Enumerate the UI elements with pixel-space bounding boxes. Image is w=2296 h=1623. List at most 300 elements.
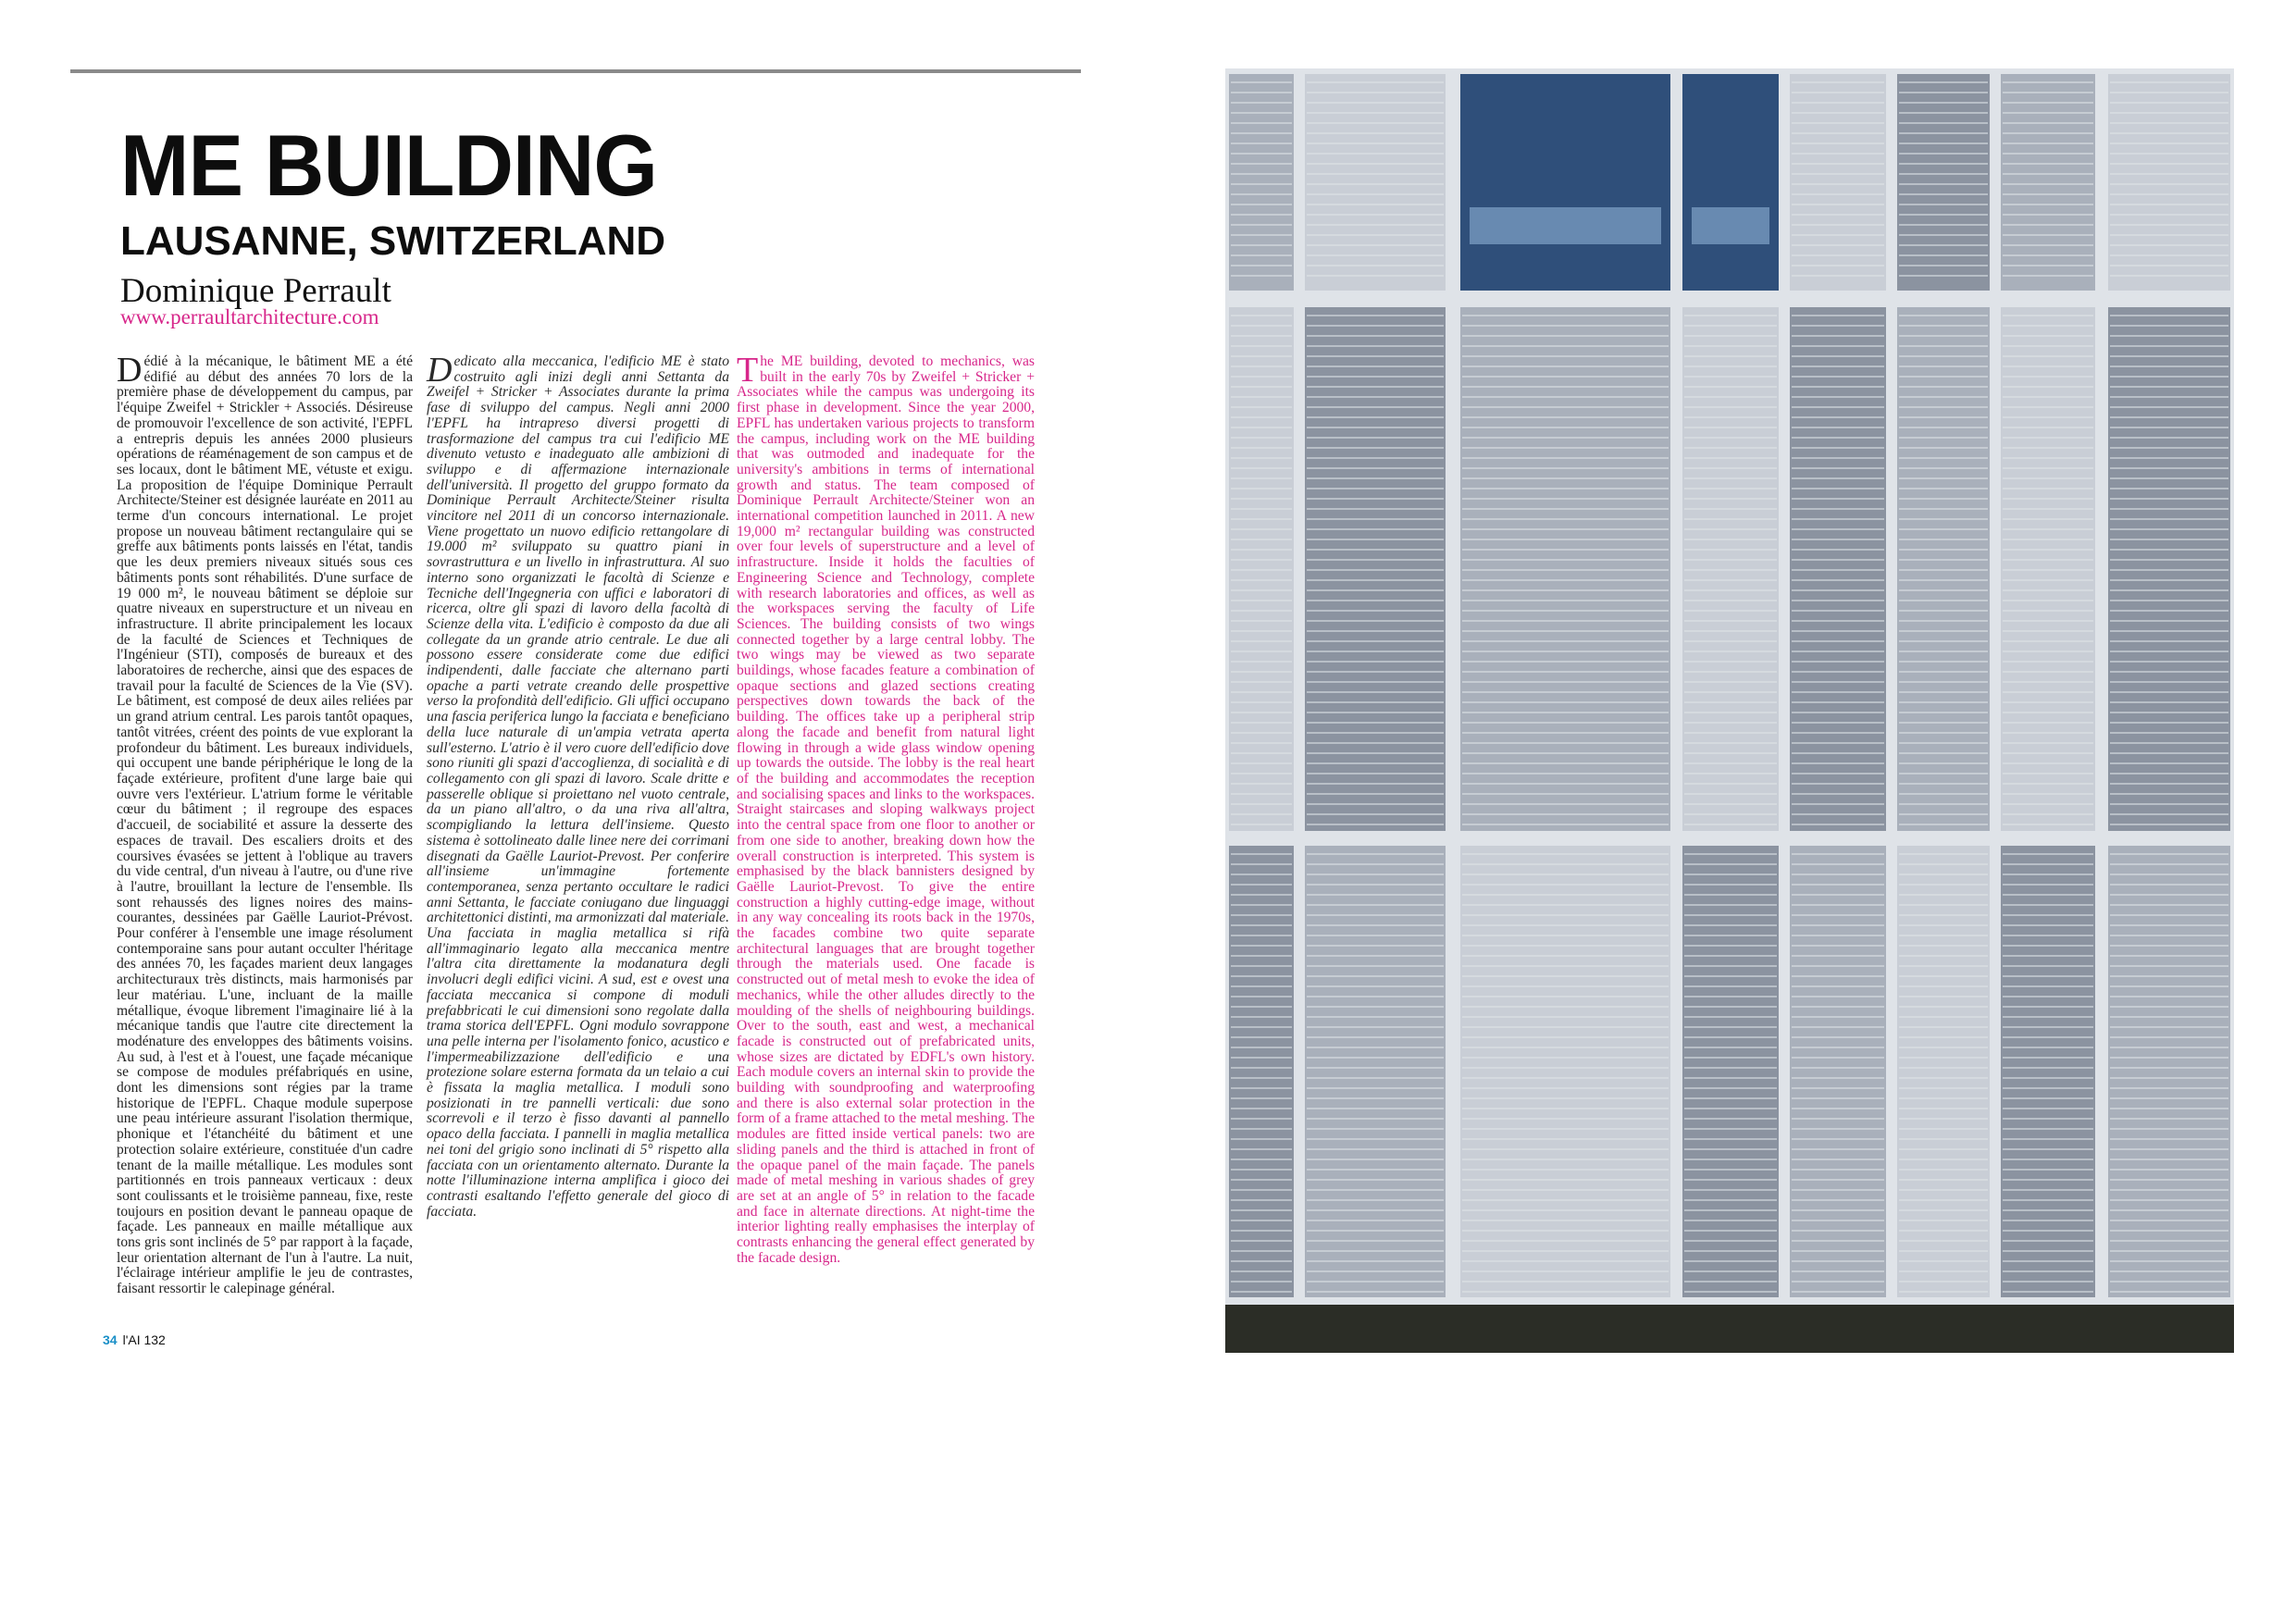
louvre-line	[2110, 406, 2228, 408]
louvre-line	[1899, 559, 1988, 561]
top-rule	[70, 69, 1081, 73]
louvre-line	[2003, 1220, 2093, 1221]
louvre-line	[2110, 467, 2228, 469]
louvre-line	[2110, 173, 2228, 175]
louvre-line	[2110, 1087, 2228, 1089]
louvre-line	[2110, 254, 2228, 256]
louvre-line	[2110, 528, 2228, 530]
louvre-line	[1307, 1291, 1444, 1293]
louvre-line	[1684, 386, 1777, 388]
louvre-line	[1307, 1270, 1444, 1272]
louvre-line	[1462, 620, 1669, 622]
louvre-line	[2110, 81, 2228, 83]
louvre-line	[1684, 1077, 1777, 1079]
louvre-line	[1684, 569, 1777, 571]
article-subtitle: LAUSANNE, SWITZERLAND	[120, 218, 666, 264]
louvre-line	[1307, 173, 1444, 175]
louvre-line	[1899, 1199, 1988, 1201]
louvre-line	[1307, 996, 1444, 997]
louvre-line	[2110, 722, 2228, 724]
louvre-line	[1899, 701, 1988, 703]
louvre-line	[1307, 1281, 1444, 1282]
louvre-line	[2003, 345, 2093, 347]
louvre-line	[2110, 376, 2228, 378]
louvre-line	[1231, 1281, 1292, 1282]
louvre-line	[1307, 752, 1444, 754]
louvre-line	[1684, 661, 1777, 663]
louvre-line	[1684, 783, 1777, 785]
louvre-line	[1231, 92, 1292, 93]
louvre-line	[1899, 924, 1988, 926]
louvre-line	[1462, 610, 1669, 612]
louvre-line	[1307, 254, 1444, 256]
louvre-line	[2110, 965, 2228, 967]
mesh-panel	[1305, 74, 1446, 291]
louvre-line	[1307, 1230, 1444, 1232]
louvre-line	[1792, 894, 1884, 896]
louvre-line	[1231, 630, 1292, 632]
louvre-line	[1684, 894, 1777, 896]
louvre-line	[1792, 234, 1884, 236]
louvre-line	[1899, 193, 1988, 195]
louvre-line	[2110, 1006, 2228, 1008]
louvre-line	[1899, 955, 1988, 957]
louvre-line	[1231, 610, 1292, 612]
louvre-line	[1307, 335, 1444, 337]
louvre-line	[1792, 406, 1884, 408]
louvre-line	[2110, 345, 2228, 347]
louvre-line	[1899, 457, 1988, 459]
louvre-line	[1231, 691, 1292, 693]
louvre-line	[1231, 275, 1292, 277]
louvre-line	[1462, 1006, 1669, 1008]
louvre-line	[2110, 640, 2228, 642]
english-text-column: The ME building, devoted to mechanics, was built in the early 70s by Zweifel + Stricker + Associates while the campus was undergoing its first phase in development. Since the year 2000, EPFL has undertaken various projects to transform the campus, including work on the ME building that was outmoded and inadequate for the university's ambitions in terms of international growth and status. The team composed of Dominique Perrault Architecte/Steiner won an international competition launched in 2011. A new 19,000 m² rectangular building was constructed over four levels of superstructure and a level of infrastructure. Inside it holds the faculties of Engineering Science and Technology, complete with research laboratories and offices, as well as the workspaces serving the faculty of Life Sciences. The building consists of two wings connected together by a large central lobby. The two wings may be viewed as two separate buildings, whose facades feature a combination of opaque sections and glazed sections creating perspectives down towards the back of the building. The offices take up a peripheral strip along the facade and benefit from natural light flowing in through a wide glass window opening up towards the outside. The lobby is the real heart of the building and accommodates the reception and socialising spaces and links to the workspaces. Straight staircases and sloping walkways project into the central space from one floor to another or from one side to another, breaking down how the overall construction is interpreted. This system is emphasised by the black bannisters designed by Gaëlle Lauriot-Prevost. To give the entire construction a highly cutting-edge image, without in any way concealing its roots back in the 1970s, the facades combine two quite separate architectural languages that are brought together through the materials used. One facade is constructed out of metal mesh to evoke the idea of mechanics, while the other alludes directly to the moulding of the shells of neighbouring buildings. Over to the south, east and west, a mechanical facade is constructed out of prefabricated units, whose sizes are dictated by EDFL's own history. Each module covers an internal skin to provide the building with soundproofing and waterproofing and there is also external solar protection in the form of a frame attached to the metal meshing. The modules are fitted inside vertical panels: two are sliding panels and the third is attached in front of the opaque panel of the main façade. The panels made of metal meshing in various shades of grey are set at an angle of 5° in relation to the facade and face in alternate directions. At night-time the interior lighting really emphasises the interplay of contrasts enhancing the general effect generated by the facade design.	[737, 351, 1035, 1266]
louvre-line	[1231, 1291, 1292, 1293]
louvre-line	[1792, 762, 1884, 764]
louvre-line	[1231, 701, 1292, 703]
louvre-line	[1462, 508, 1669, 510]
louvre-line	[1307, 671, 1444, 673]
louvre-line	[1899, 254, 1988, 256]
louvre-line	[1307, 793, 1444, 795]
louvre-line	[1231, 579, 1292, 581]
louvre-line	[1899, 1006, 1988, 1008]
louvre-line	[2003, 620, 2093, 622]
louvre-line	[1792, 579, 1884, 581]
louvre-line	[1899, 803, 1988, 805]
louvre-line	[2003, 681, 2093, 683]
louvre-line	[1307, 661, 1444, 663]
louvre-line	[1792, 955, 1884, 957]
louvre-line	[1792, 1179, 1884, 1181]
louvre-line	[1307, 732, 1444, 734]
louvre-line	[1899, 863, 1988, 865]
ground-strip	[1225, 1305, 2234, 1353]
louvre-line	[1684, 508, 1777, 510]
louvre-line	[2110, 793, 2228, 795]
louvre-line	[1231, 508, 1292, 510]
louvre-line	[1792, 447, 1884, 449]
louvre-line	[1231, 712, 1292, 713]
louvre-line	[2110, 600, 2228, 601]
louvre-line	[1899, 1118, 1988, 1120]
louvre-line	[1462, 345, 1669, 347]
louvre-line	[1792, 1016, 1884, 1018]
louvre-line	[1231, 945, 1292, 947]
louvre-line	[1462, 416, 1669, 418]
louvre-line	[2110, 803, 2228, 805]
louvre-line	[1792, 1291, 1884, 1293]
louvre-line	[2003, 762, 2093, 764]
louvre-line	[1231, 437, 1292, 439]
louvre-line	[1792, 904, 1884, 906]
louvre-line	[1462, 975, 1669, 977]
architect-name: Dominique Perrault	[120, 272, 391, 310]
louvre-line	[1899, 1158, 1988, 1160]
louvre-line	[1231, 1189, 1292, 1191]
louvre-line	[1899, 437, 1988, 439]
louvre-line	[1307, 1036, 1444, 1038]
louvre-line	[1462, 955, 1669, 957]
louvre-line	[1792, 437, 1884, 439]
mesh-panel	[1229, 846, 1294, 1297]
louvre-line	[1792, 92, 1884, 93]
louvre-line	[1462, 1270, 1669, 1272]
louvre-line	[1307, 1118, 1444, 1120]
louvre-line	[1462, 691, 1669, 693]
article-title: ME BUILDING	[120, 117, 657, 214]
louvre-line	[2003, 1148, 2093, 1150]
louvre-line	[1899, 427, 1988, 428]
louvre-line	[1899, 813, 1988, 815]
louvre-line	[1307, 163, 1444, 165]
louvre-line	[2110, 894, 2228, 896]
louvre-line	[2003, 224, 2093, 226]
louvre-line	[2003, 803, 2093, 805]
louvre-line	[1231, 163, 1292, 165]
louvre-line	[1899, 1047, 1988, 1048]
louvre-line	[1899, 1270, 1988, 1272]
louvre-line	[1307, 1138, 1444, 1140]
louvre-line	[1307, 153, 1444, 155]
louvre-line	[1307, 355, 1444, 357]
louvre-line	[2110, 1158, 2228, 1160]
louvre-line	[1792, 742, 1884, 744]
louvre-line	[1231, 824, 1292, 825]
louvre-line	[2110, 244, 2228, 246]
louvre-line	[1231, 467, 1292, 469]
louvre-line	[2003, 355, 2093, 357]
louvre-line	[1792, 975, 1884, 977]
louvre-line	[1684, 1291, 1777, 1293]
louvre-line	[1684, 1230, 1777, 1232]
louvre-line	[1462, 965, 1669, 967]
louvre-line	[1899, 142, 1988, 144]
louvre-line	[1462, 1067, 1669, 1069]
louvre-line	[1462, 1087, 1669, 1089]
louvre-line	[1462, 681, 1669, 683]
louvre-line	[2003, 773, 2093, 774]
louvre-line	[2110, 122, 2228, 124]
louvre-line	[1231, 681, 1292, 683]
louvre-line	[1899, 1108, 1988, 1109]
louvre-line	[2110, 1281, 2228, 1282]
louvre-line	[1307, 904, 1444, 906]
louvre-line	[1231, 783, 1292, 785]
louvre-line	[1462, 488, 1669, 489]
louvre-line	[2003, 447, 2093, 449]
louvre-line	[1307, 1006, 1444, 1008]
louvre-line	[2003, 254, 2093, 256]
louvre-line	[2110, 752, 2228, 754]
louvre-line	[2110, 569, 2228, 571]
louvre-line	[1462, 335, 1669, 337]
louvre-line	[1899, 1087, 1988, 1089]
louvre-line	[2110, 935, 2228, 936]
louvre-line	[1231, 183, 1292, 185]
louvre-line	[1792, 1230, 1884, 1232]
louvre-line	[1462, 1250, 1669, 1252]
louvre-line	[1307, 214, 1444, 216]
louvre-line	[1684, 539, 1777, 540]
louvre-line	[2110, 589, 2228, 591]
louvre-line	[1792, 498, 1884, 500]
louvre-line	[2003, 722, 2093, 724]
louvre-line	[1899, 1077, 1988, 1079]
louvre-line	[1792, 102, 1884, 104]
louvre-line	[1307, 477, 1444, 479]
louvre-line	[1684, 904, 1777, 906]
louvre-line	[2110, 1016, 2228, 1018]
louvre-line	[1462, 539, 1669, 540]
louvre-line	[1231, 427, 1292, 428]
louvre-line	[2003, 183, 2093, 185]
louvre-line	[2003, 640, 2093, 642]
louvre-line	[1462, 447, 1669, 449]
louvre-line	[1684, 996, 1777, 997]
louvre-line	[1231, 457, 1292, 459]
louvre-line	[2003, 1270, 2093, 1272]
louvre-line	[2110, 183, 2228, 185]
louvre-line	[1899, 447, 1988, 449]
louvre-line	[2003, 914, 2093, 916]
louvre-line	[1899, 853, 1988, 855]
louvre-line	[1231, 1087, 1292, 1089]
louvre-line	[1462, 762, 1669, 764]
louvre-line	[1307, 742, 1444, 744]
louvre-line	[1307, 1067, 1444, 1069]
louvre-line	[1899, 1016, 1988, 1018]
louvre-line	[2003, 924, 2093, 926]
louvre-line	[1231, 1250, 1292, 1252]
louvre-line	[1307, 600, 1444, 601]
louvre-line	[1792, 122, 1884, 124]
louvre-line	[2003, 1087, 2093, 1089]
louvre-line	[2110, 234, 2228, 236]
louvre-line	[2003, 365, 2093, 367]
louvre-line	[1899, 365, 1988, 367]
louvre-line	[1462, 1097, 1669, 1099]
louvre-line	[1899, 1036, 1988, 1038]
louvre-line	[1462, 569, 1669, 571]
louvre-line	[1899, 904, 1988, 906]
louvre-line	[2003, 610, 2093, 612]
louvre-line	[1684, 376, 1777, 378]
louvre-line	[1307, 224, 1444, 226]
louvre-line	[1684, 365, 1777, 367]
louvre-line	[1462, 457, 1669, 459]
mesh-panel	[2001, 846, 2095, 1297]
louvre-line	[2003, 325, 2093, 327]
louvre-line	[1231, 345, 1292, 347]
louvre-line	[1462, 742, 1669, 744]
louvre-line	[1307, 924, 1444, 926]
louvre-line	[1792, 416, 1884, 418]
louvre-line	[1231, 1097, 1292, 1099]
louvre-line	[1899, 549, 1988, 551]
louvre-line	[1792, 985, 1884, 987]
louvre-line	[1462, 894, 1669, 896]
louvre-line	[2003, 1097, 2093, 1099]
louvre-line	[1307, 457, 1444, 459]
louvre-line	[2003, 396, 2093, 398]
louvre-line	[1307, 539, 1444, 540]
louvre-line	[1899, 275, 1988, 277]
louvre-line	[1462, 1169, 1669, 1171]
louvre-line	[1307, 965, 1444, 967]
louvre-line	[1792, 365, 1884, 367]
louvre-line	[1899, 315, 1988, 316]
louvre-line	[1462, 315, 1669, 316]
louvre-line	[1462, 640, 1669, 642]
louvre-line	[2003, 996, 2093, 997]
louvre-line	[1899, 183, 1988, 185]
louvre-line	[1792, 1128, 1884, 1130]
louvre-line	[2110, 873, 2228, 875]
louvre-line	[1899, 975, 1988, 977]
louvre-line	[1684, 1006, 1777, 1008]
louvre-line	[1684, 406, 1777, 408]
louvre-line	[1899, 610, 1988, 612]
louvre-line	[2003, 1240, 2093, 1242]
louvre-line	[2003, 600, 2093, 601]
louvre-line	[2003, 1169, 2093, 1171]
louvre-line	[1462, 518, 1669, 520]
louvre-line	[1231, 661, 1292, 663]
louvre-line	[1462, 376, 1669, 378]
louvre-line	[1231, 853, 1292, 855]
louvre-line	[1231, 752, 1292, 754]
louvre-line	[1462, 924, 1669, 926]
louvre-line	[1231, 924, 1292, 926]
louvre-line	[2003, 579, 2093, 581]
louvre-line	[2110, 681, 2228, 683]
louvre-line	[1792, 1097, 1884, 1099]
louvre-line	[1231, 416, 1292, 418]
louvre-line	[2003, 569, 2093, 571]
louvre-line	[2003, 630, 2093, 632]
louvre-line	[1684, 1087, 1777, 1089]
louvre-line	[1307, 640, 1444, 642]
louvre-line	[2110, 549, 2228, 551]
louvre-line	[1792, 569, 1884, 571]
louvre-line	[1899, 355, 1988, 357]
louvre-line	[1792, 193, 1884, 195]
louvre-line	[1684, 1067, 1777, 1069]
louvre-line	[2003, 437, 2093, 439]
louvre-line	[2003, 824, 2093, 825]
louvre-line	[1792, 467, 1884, 469]
louvre-line	[1792, 600, 1884, 601]
louvre-line	[1231, 620, 1292, 622]
louvre-line	[1307, 1240, 1444, 1242]
louvre-line	[2003, 853, 2093, 855]
louvre-line	[1231, 1057, 1292, 1059]
louvre-line	[1231, 254, 1292, 256]
louvre-line	[2110, 863, 2228, 865]
louvre-line	[1899, 884, 1988, 886]
louvre-line	[1307, 701, 1444, 703]
louvre-line	[2003, 528, 2093, 530]
louvre-line	[1307, 204, 1444, 205]
louvre-line	[1307, 783, 1444, 785]
louvre-line	[2110, 1138, 2228, 1140]
louvre-line	[1684, 742, 1777, 744]
louvre-line	[2003, 691, 2093, 693]
louvre-line	[1684, 824, 1777, 825]
louvre-line	[1231, 1118, 1292, 1120]
louvre-line	[2003, 1128, 2093, 1130]
louvre-line	[1899, 894, 1988, 896]
louvre-line	[1792, 396, 1884, 398]
louvre-line	[2003, 477, 2093, 479]
louvre-line	[1899, 1097, 1988, 1099]
louvre-line	[1231, 773, 1292, 774]
louvre-line	[1792, 752, 1884, 754]
louvre-line	[1462, 935, 1669, 936]
louvre-line	[1307, 1158, 1444, 1160]
mesh-panel	[1682, 846, 1779, 1297]
louvre-line	[2003, 92, 2093, 93]
louvre-line	[1307, 325, 1444, 327]
louvre-line	[1462, 752, 1669, 754]
louvre-line	[1462, 793, 1669, 795]
louvre-line	[1899, 163, 1988, 165]
louvre-line	[1792, 163, 1884, 165]
louvre-line	[2003, 416, 2093, 418]
louvre-line	[1792, 518, 1884, 520]
louvre-line	[1684, 773, 1777, 774]
louvre-line	[1899, 671, 1988, 673]
louvre-line	[1307, 722, 1444, 724]
louvre-line	[1462, 467, 1669, 469]
louvre-line	[2003, 813, 2093, 815]
louvre-line	[2110, 214, 2228, 216]
louvre-line	[1899, 873, 1988, 875]
glazed-window-reflection	[1470, 207, 1661, 244]
louvre-line	[2003, 1209, 2093, 1211]
louvre-line	[1792, 1189, 1884, 1191]
louvre-line	[1899, 630, 1988, 632]
louvre-line	[1231, 365, 1292, 367]
louvre-line	[2110, 620, 2228, 622]
louvre-line	[1462, 1291, 1669, 1293]
louvre-line	[1307, 386, 1444, 388]
louvre-line	[1684, 335, 1777, 337]
louvre-line	[1684, 793, 1777, 795]
louvre-line	[1307, 1026, 1444, 1028]
